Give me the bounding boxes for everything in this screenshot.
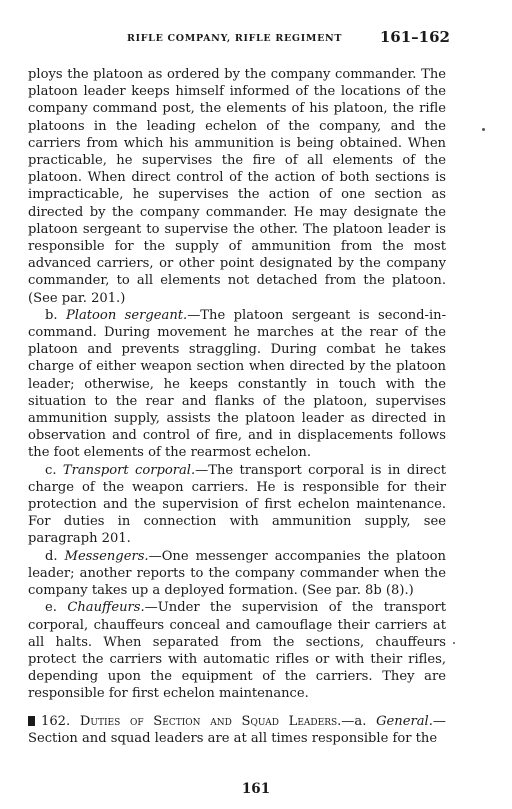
item-text-c: —The transport corporal is in direct charge of the weapon carriers. He is responsible for their protection and the supervision of first echelon maintenance. For duties in connection with ammunition supply, see paragraph 201. <box>28 462 446 547</box>
paragraph-b <box>28 307 446 462</box>
scan-speck <box>482 128 485 131</box>
section-heading: Duties of Section and Squad Leaders. <box>79 713 342 729</box>
paragraph-d <box>28 548 446 600</box>
section-162 <box>28 713 446 747</box>
item-label-c: c. <box>45 462 57 478</box>
page-header <box>28 28 450 46</box>
body-text <box>28 66 446 747</box>
subsection-label: —a. <box>341 713 367 729</box>
item-text-e: —Under the supervision of the transport corporal, chauffeurs conceal and camouflage their carriers at all halts. When separated from the sections, chauffeurs protect the carriers with automatic rifles or with their rifles, depending upon the equipment of the carriers. They are responsible for first echelon maintenance. <box>28 600 446 702</box>
item-title-b: Platoon sergeant. <box>65 307 188 323</box>
section-number: 162. <box>41 713 71 729</box>
section-range: 161–162 <box>379 28 450 46</box>
item-title-c: Transport corporal. <box>62 462 196 478</box>
item-label-d: d. <box>45 548 58 564</box>
paragraph-c <box>28 462 446 548</box>
subsection-title: General. <box>376 713 433 729</box>
section-text: — Section and squad leaders are at all times responsible for the <box>28 713 446 746</box>
item-title-e: Chauffeurs. <box>67 600 145 616</box>
item-text-b: —The platoon sergeant is second-in-command. During movement he marches at the rear of the platoon and prevents straggling. During combat he takes charge of either weapon section when directed by the platoon leader; otherwise, he keeps constantly in touch with the situation to the rear and flanks of the platoon, supervises ammunition supply, assists the platoon leader as directed in observation and control of fire, and in displacements follows the foot elements of the rearmost echelon. <box>28 307 446 461</box>
paragraph-e <box>28 599 446 702</box>
section-marker-icon <box>28 716 35 726</box>
item-label-e: e. <box>45 600 57 616</box>
running-head: RIFLE COMPANY, RIFLE REGIMENT <box>127 33 343 44</box>
item-label-b: b. <box>45 307 58 323</box>
item-title-d: Messengers. <box>64 548 149 564</box>
item-text-d: —One messenger accompanies the platoon leader; another reports to the company commander when the company takes up a deployed formation. (See par. 8b (8).) <box>28 548 446 599</box>
scan-speck <box>453 642 455 644</box>
paragraph-continued: ploys the platoon as ordered by the company commander. The platoon leader keeps himself informed of the locations of the company command post, the elements of his platoon, the rifle platoons in the leading echelon of the company, and the carriers from which his ammunition is being obtained. When practicable, he supervises the fire of all elements of the platoon. When direct control of the action of both sections is impracticable, he supervises the action of one section as directed by the company commander. He may designate the platoon sergeant to supervise the other. The platoon leader is responsible for the supply of ammunition from the most advanced carriers, or other point designated by the company commander, to all elements not detached from the platoon. (See par. 201.) <box>28 67 446 306</box>
page-number: 161 <box>241 781 271 797</box>
